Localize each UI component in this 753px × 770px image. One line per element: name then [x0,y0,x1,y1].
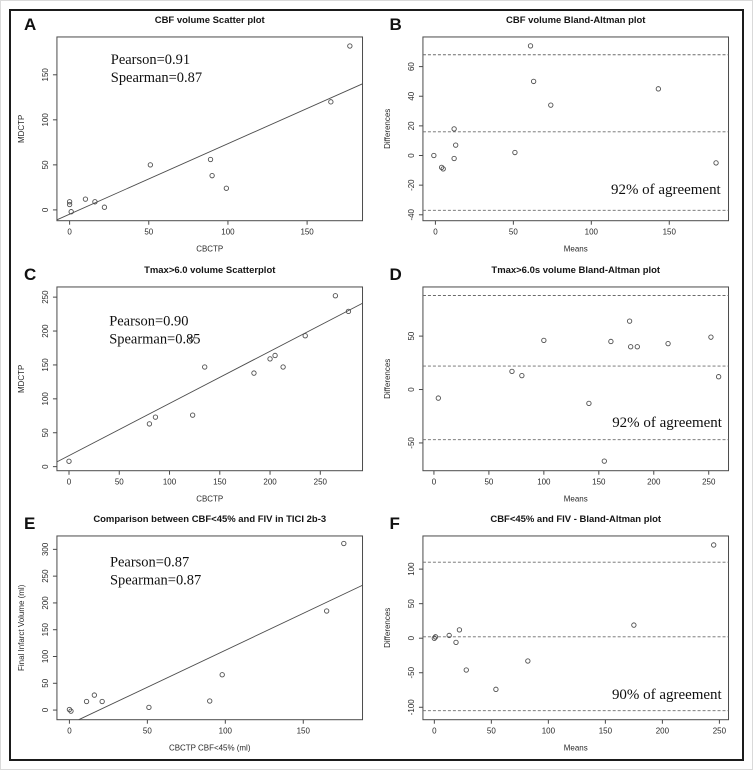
svg-text:CBF<45% and FIV - Bland-Altman: CBF<45% and FIV - Bland-Altman plot [489,514,661,526]
panel-e [11,510,377,760]
svg-text:150: 150 [40,357,50,372]
svg-text:50: 50 [483,477,493,487]
svg-text:0: 0 [40,207,50,213]
svg-text:Means: Means [563,743,588,753]
svg-text:MDCTP: MDCTP [16,364,26,393]
svg-text:Comparison between CBF<45% and: Comparison between CBF<45% and FIV in TICI 2b-3 [93,514,327,526]
svg-text:CBCTP: CBCTP [196,494,224,504]
svg-text:50: 50 [486,727,496,737]
svg-text:50: 50 [40,427,50,437]
svg-text:60: 60 [406,62,416,72]
svg-text:0: 0 [40,464,50,469]
svg-text:Final Infarct Volume (ml): Final Infarct Volume (ml) [16,584,26,672]
svg-text:20: 20 [406,121,416,131]
svg-text:150: 150 [296,727,310,737]
svg-text:Differences: Differences [382,358,392,399]
panel-e-label: E [24,514,36,534]
svg-text:0: 0 [40,708,50,713]
svg-text:50: 50 [114,477,124,487]
panel-d [377,261,743,511]
svg-text:CBCTP CBF<45% (ml): CBCTP CBF<45% (ml) [168,743,251,753]
svg-text:100: 100 [218,727,232,737]
svg-text:Tmax>6.0 volume Scatterplot: Tmax>6.0 volume Scatterplot [144,264,276,276]
svg-text:Pearson=0.87: Pearson=0.87 [109,554,190,571]
svg-text:-50: -50 [406,436,416,449]
svg-text:100: 100 [584,227,598,237]
svg-text:0: 0 [406,386,416,392]
svg-text:250: 250 [712,727,726,737]
svg-text:100: 100 [162,477,177,487]
svg-text:Means: Means [563,494,588,504]
svg-text:CBF volume Bland-Altman plot: CBF volume Bland-Altman plot [505,14,645,26]
svg-text:-100: -100 [406,699,416,716]
cbf-volume-bland-altman-chart [377,11,743,261]
svg-text:200: 200 [646,477,660,487]
svg-text:200: 200 [263,477,277,487]
svg-text:150: 150 [591,477,605,487]
svg-text:200: 200 [40,324,50,338]
svg-text:50: 50 [144,227,154,237]
svg-text:250: 250 [701,477,715,487]
svg-text:250: 250 [313,477,327,487]
panel-d-label: D [389,264,403,284]
svg-text:Spearman=0.87: Spearman=0.87 [109,572,202,589]
cbf45-fiv-bland-altman-chart [377,510,743,760]
svg-text:50: 50 [406,331,416,341]
svg-text:100: 100 [536,477,550,487]
svg-text:150: 150 [300,227,314,237]
svg-text:50: 50 [142,727,152,737]
tmax-volume-scatter-chart [11,261,377,511]
figure-border [9,9,744,761]
svg-text:Differences: Differences [382,108,392,149]
svg-text:100: 100 [541,727,555,737]
svg-text:150: 150 [213,477,227,487]
svg-text:200: 200 [655,727,669,737]
svg-text:0: 0 [66,477,72,487]
svg-text:90% of agreement: 90% of agreement [611,687,722,704]
tmax-volume-bland-altman-chart [377,261,743,511]
svg-text:50: 50 [406,599,416,609]
panel-c-label: C [24,264,37,284]
svg-text:92% of agreement: 92% of agreement [610,182,721,199]
svg-text:92% of agreement: 92% of agreement [611,414,722,431]
svg-text:50: 50 [40,679,50,689]
panel-b-label: B [389,15,403,34]
panel-c [11,261,377,511]
svg-text:0: 0 [67,227,72,237]
cbf45-fiv-scatter-chart [11,510,377,760]
svg-text:150: 150 [40,68,50,82]
panel-a [11,11,377,261]
svg-text:150: 150 [598,727,612,737]
svg-text:250: 250 [40,290,50,304]
svg-text:100: 100 [40,113,50,127]
svg-text:50: 50 [40,160,50,170]
svg-text:300: 300 [40,543,50,557]
svg-text:MDCTP: MDCTP [16,114,26,144]
svg-text:40: 40 [406,91,416,101]
svg-text:250: 250 [40,569,50,584]
svg-text:0: 0 [431,727,437,737]
svg-text:0: 0 [67,727,72,737]
svg-text:-40: -40 [406,209,416,221]
svg-text:CBCTP: CBCTP [196,244,224,254]
panel-a-label: A [24,15,37,34]
panel-grid [11,11,742,759]
svg-text:150: 150 [662,227,676,237]
svg-text:Spearman=0.87: Spearman=0.87 [110,69,203,86]
svg-text:Means: Means [563,244,588,254]
svg-text:Tmax>6.0s volume Bland-Altman: Tmax>6.0s volume Bland-Altman plot [490,264,660,276]
svg-text:-20: -20 [406,179,416,191]
panel-b [377,11,743,261]
svg-text:CBF volume Scatter plot: CBF volume Scatter plot [154,14,265,26]
svg-text:0: 0 [432,227,438,237]
svg-text:100: 100 [40,391,50,406]
svg-text:0: 0 [406,636,416,641]
svg-text:Pearson=0.91: Pearson=0.91 [110,51,191,68]
cbf-volume-scatter-chart [11,11,377,261]
svg-text:100: 100 [406,562,416,577]
svg-text:Spearman=0.85: Spearman=0.85 [109,331,201,348]
svg-text:-50: -50 [406,667,416,679]
svg-text:0: 0 [431,477,436,487]
svg-text:Pearson=0.90: Pearson=0.90 [109,313,189,330]
svg-text:50: 50 [508,227,518,237]
svg-text:0: 0 [406,153,416,158]
svg-text:Differences: Differences [382,608,392,649]
svg-text:150: 150 [40,623,50,637]
svg-text:100: 100 [221,227,235,237]
svg-text:200: 200 [40,596,50,610]
svg-text:100: 100 [40,650,50,664]
panel-f-label: F [389,514,401,534]
panel-f [377,510,743,760]
